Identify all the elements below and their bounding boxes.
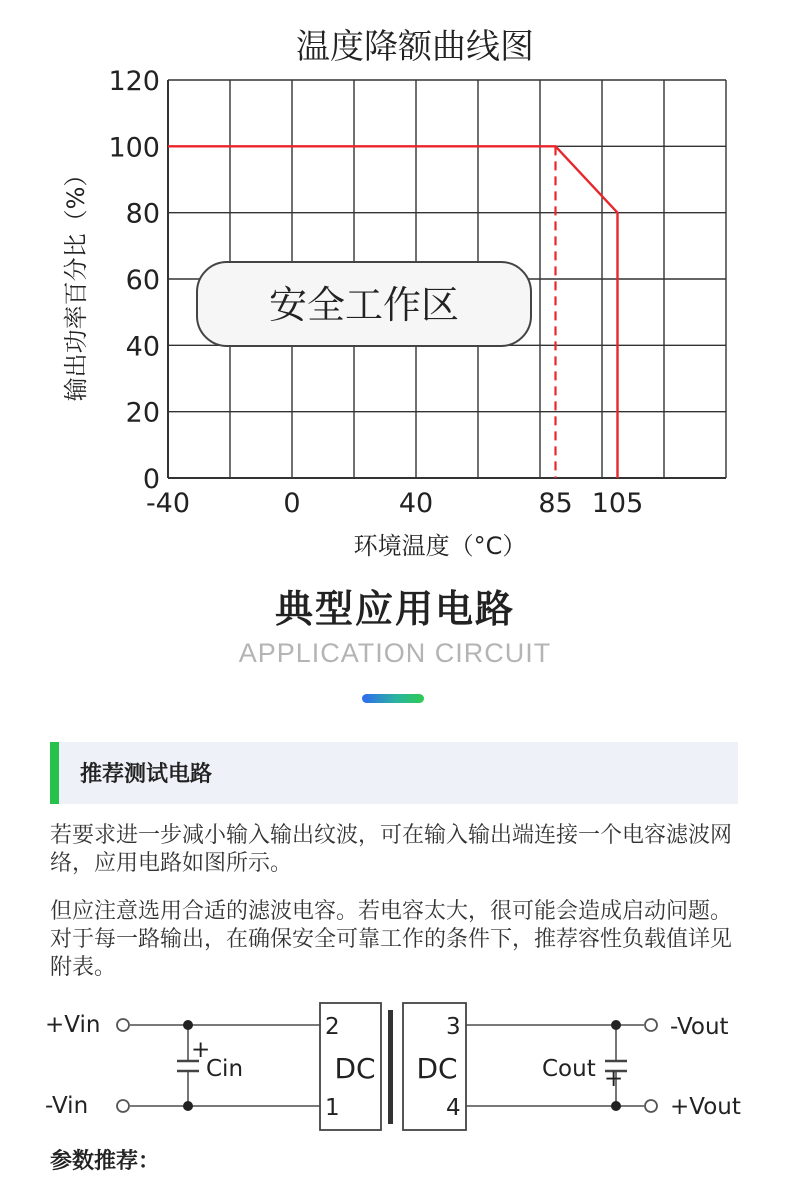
- params-heading: 参数推荐：: [50, 1149, 161, 1174]
- vout-neg-label: -Vout: [670, 1014, 729, 1040]
- section-subtitle: APPLICATION CIRCUIT: [238, 638, 552, 668]
- y-tick-labels: [108, 66, 160, 495]
- x-tick-label: -40: [145, 488, 191, 519]
- derating-chart: [0, 0, 790, 570]
- cin-label: Cin: [206, 1056, 244, 1082]
- safe-zone-label: 安全工作区: [268, 283, 460, 327]
- paragraph-ripple: 若要求进一步减小输入输出纹波，可在输入输出端连接一个电容滤波网络，应用电路如图所示。: [50, 823, 733, 876]
- pin-2-label: 2: [325, 1014, 340, 1040]
- y-tick-label: 20: [125, 397, 160, 429]
- x-tick-label: 0: [283, 488, 301, 519]
- vout-pos-terminal: [645, 1100, 657, 1112]
- x-axis-label: 环境温度（°C）: [353, 532, 527, 560]
- section-title: 典型应用电路: [274, 587, 515, 631]
- circuit-diagram: [0, 1000, 790, 1140]
- vin-neg-terminal: [117, 1100, 129, 1112]
- vout-pos-label: +Vout: [670, 1094, 741, 1120]
- y-tick-label: 120: [108, 66, 160, 97]
- subsection-accent: [50, 742, 59, 804]
- cout-label: Cout: [542, 1056, 596, 1082]
- x-tick-labels: [146, 488, 643, 519]
- cout-plus-sign: +: [604, 1066, 624, 1092]
- subsection-header: [50, 742, 738, 804]
- y-tick-label: 80: [125, 198, 160, 230]
- pin-3-label: 3: [446, 1014, 461, 1040]
- dc-right-label: DC: [416, 1052, 458, 1085]
- vout-neg-terminal: [645, 1019, 657, 1031]
- y-tick-label: 100: [108, 132, 160, 164]
- vin-pos-terminal: [117, 1019, 129, 1031]
- subsection-title: 推荐测试电路: [80, 762, 213, 787]
- x-tick-label: 105: [591, 488, 644, 519]
- pin-4-label: 4: [446, 1095, 461, 1121]
- chart-title: 温度降额曲线图: [296, 27, 534, 67]
- cin-plus-sign: +: [191, 1037, 211, 1063]
- vin-neg-label: -Vin: [45, 1093, 89, 1119]
- section-divider-bar: [362, 694, 424, 703]
- vin-pos-label: +Vin: [45, 1012, 101, 1038]
- isolation-bar: [388, 1010, 393, 1124]
- dc-left-label: DC: [334, 1052, 376, 1085]
- x-tick-label: 40: [398, 488, 434, 519]
- safe-zone-callout: [197, 262, 531, 346]
- y-tick-label: 0: [142, 464, 160, 495]
- x-tick-label: 85: [538, 488, 573, 519]
- paragraph-capacitor: 但应注意选用合适的滤波电容。若电容太大，很可能会造成启动问题。对于每一路输出，在确保安全可靠工作的条件下，推荐容性负载值详见附表。: [50, 899, 733, 980]
- y-tick-label: 60: [125, 265, 160, 296]
- y-tick-label: 40: [125, 331, 160, 363]
- pin-1-label: 1: [325, 1095, 340, 1121]
- y-axis-label: 输出功率百分比（%）: [62, 162, 90, 402]
